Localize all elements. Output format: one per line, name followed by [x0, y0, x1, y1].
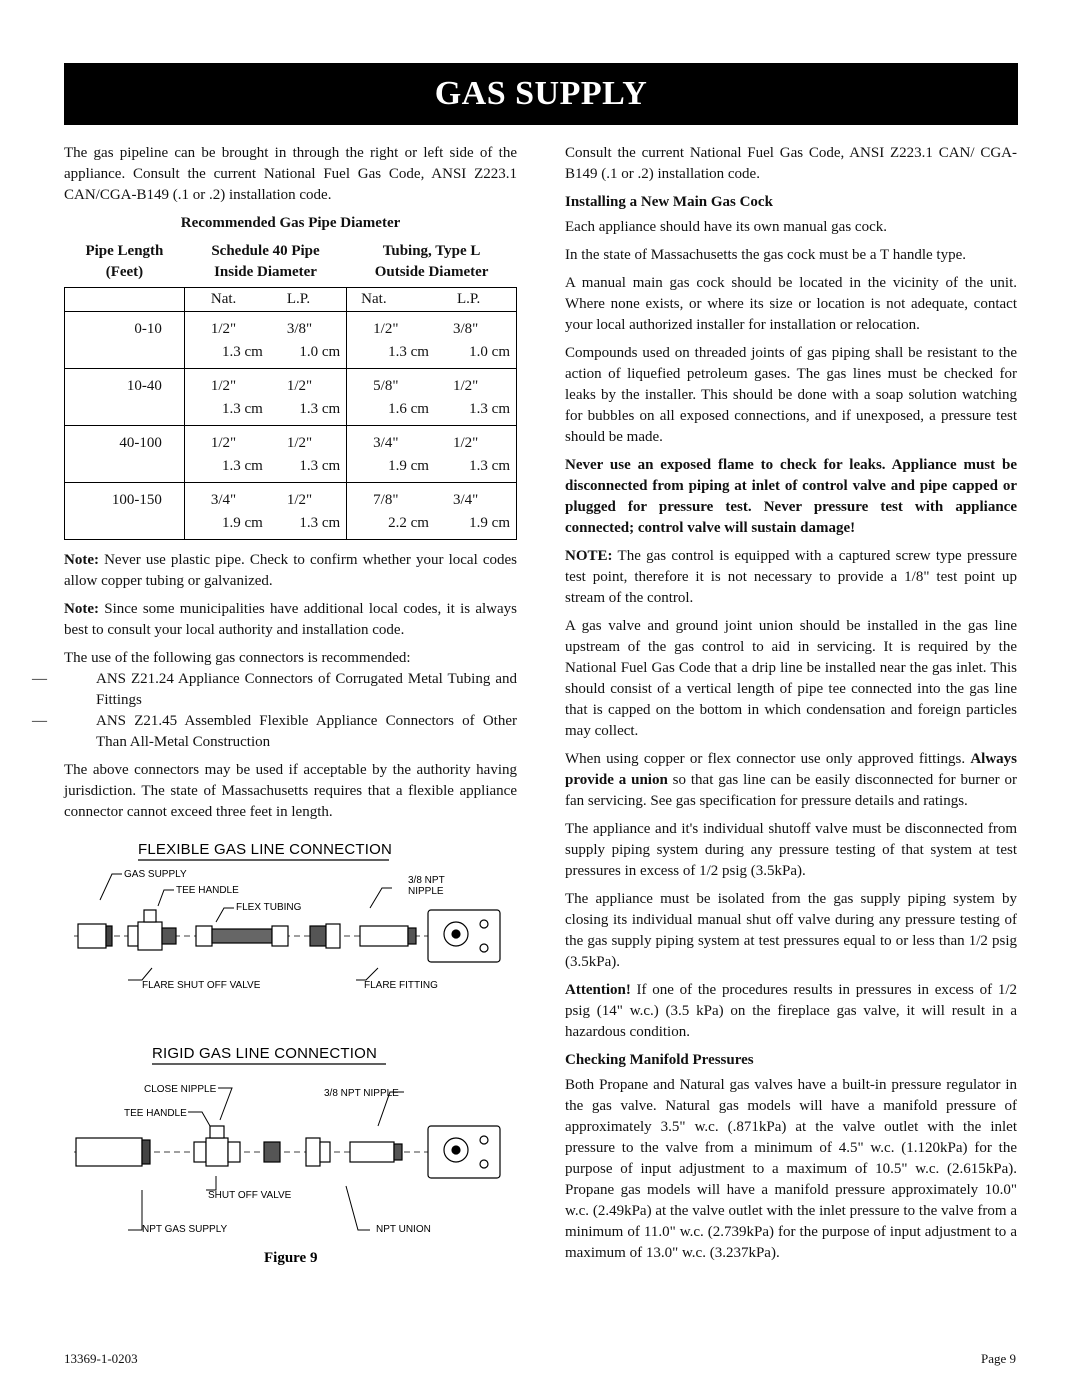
paragraph: [565, 546, 1017, 609]
table-cell: 1/2": [184, 425, 268, 455]
table-row: [65, 311, 517, 341]
table-cell: 0-10: [65, 311, 185, 341]
connector-text: ANS Z21.45 Assembled Flexible Appliance Connectors of Other Than All-Metal Construction: [96, 712, 517, 750]
flare-shutoff-valve: [138, 922, 162, 950]
valve-outlet: [228, 1142, 240, 1162]
col-subheader-outside: Outside Diameter: [374, 264, 489, 280]
table-cell: 100-150: [65, 482, 185, 512]
npt-union: [306, 1138, 320, 1166]
paragraph: A manual main gas cock should be located in the vicinity of the unit. Where none exists, or where its size or location is not adequate, contact your local authorized installer for installation or relocation.: [565, 275, 1017, 333]
table-row: [65, 455, 517, 483]
gas-connection-figure: [64, 830, 517, 1270]
label-flare-shutoff: FLARE SHUT OFF VALVE: [142, 979, 261, 991]
label-npt-nipple: 3/8 NPT NIPPLE: [324, 1087, 399, 1099]
col-subheader-feet: (Feet): [105, 264, 144, 280]
text: When using copper or flex connector use only approved fittings.: [565, 751, 971, 767]
paragraph: Each appliance should have its own manual gas cock.: [565, 219, 887, 235]
paragraph: A gas valve and ground joint union should be installed in the gas line upstream of the gas control to aid in servicing. It is required by the National Fuel Gas Code that a drip line be installed near the gas inlet. This should consist of a vertical length of pipe tee connected into the gas line that is capped on the bottom in which condensation and foreign particles may collect.: [565, 618, 1017, 739]
table-cell: 1/2": [435, 368, 517, 398]
paragraph: Consult the current National Fuel Gas Code, ANSI Z223.1 CAN/ CGA-B149 (.1 or .2) installation code.: [565, 145, 1017, 182]
connector-item: [32, 669, 517, 711]
note-label: Note:: [64, 551, 99, 568]
paragraph: [565, 749, 1017, 812]
table-cell: 2.2 cm: [347, 512, 435, 540]
tubing-nut: [196, 926, 212, 946]
table-cell: 1.9 cm: [347, 455, 435, 483]
pipe-thread: [142, 1140, 150, 1164]
paragraph: The appliance must be isolated from the gas supply piping system by closing its individual manual shut off valve during any pressure testing of the gas supply piping system at test pressures equal to or less than 1/2 psig (3.5kPa).: [565, 891, 1017, 970]
table-cell: Nat.: [184, 287, 268, 311]
dash-bullet: —: [32, 712, 47, 729]
note-text: Never use plastic pipe. Check to confirm whether your local codes allow copper tubing or galvanized.: [64, 551, 517, 589]
label-tee-handle: TEE HANDLE: [176, 884, 239, 896]
table-cell: 3/4": [435, 482, 517, 512]
label-close-nipple: CLOSE NIPPLE: [144, 1083, 217, 1095]
flare-fitting-body: [326, 924, 340, 948]
valve-body: [128, 926, 138, 946]
valve-port: [480, 1136, 488, 1144]
tubing-nut: [272, 926, 288, 946]
rigid-figure-title: RIGID GAS LINE CONNECTION: [152, 1044, 378, 1062]
attention-label: Attention!: [565, 982, 631, 998]
table-row: [65, 482, 517, 512]
table-cell: 1.3 cm: [222, 457, 263, 474]
col-header-tubing: Tubing, Type L: [382, 243, 481, 259]
right-column: [565, 143, 1017, 1271]
table-row: [65, 368, 517, 398]
table-cell: [65, 287, 185, 311]
table-cell: 1.3 cm: [269, 512, 347, 540]
table-cell: 1.6 cm: [347, 398, 435, 426]
paragraph: [565, 980, 1017, 1043]
table-cell: 1/2": [435, 425, 517, 455]
flare-fitting: [310, 926, 326, 946]
doc-number: 13369-1-0203: [64, 1351, 138, 1366]
valve-thread: [162, 928, 176, 944]
table-cell: 3/4": [347, 425, 435, 455]
table-title: Recommended Gas Pipe Diameter: [180, 215, 401, 231]
table-row: [65, 425, 517, 455]
label-flex-tubing: FLEX TUBING: [236, 901, 302, 913]
label-tee-handle: TEE HANDLE: [124, 1107, 187, 1119]
table-cell: [65, 398, 185, 426]
section-heading-install: Installing a New Main Gas Cock: [565, 194, 773, 210]
label-gas-supply: GAS SUPPLY: [124, 868, 187, 880]
paragraph: The appliance and it's individual shutoff valve must be disconnected from supply piping system during any pressure testing of that system at test pressures in excess of 1/2 psig (3.5kPa).: [565, 821, 1017, 879]
table-row: [65, 398, 517, 426]
table-cell: L.P.: [269, 287, 347, 311]
flex-figure-title: FLEXIBLE GAS LINE CONNECTION: [138, 840, 392, 858]
label-shutoff-valve: SHUT OFF VALVE: [208, 1189, 292, 1201]
paragraph: In the state of Massachusetts the gas cock must be a T handle type.: [565, 247, 967, 263]
bold-text: Always provide a union: [565, 751, 1017, 788]
table-cell: [65, 455, 185, 483]
valve-port: [480, 1160, 488, 1168]
table-cell: 1.3 cm: [299, 457, 341, 474]
table-cell: 1.3 cm: [222, 343, 263, 360]
valve-port: [480, 920, 488, 928]
connector-text: ANS Z21.24 Appliance Connectors of Corrugated Metal Tubing and Fittings: [96, 670, 517, 708]
label-flare-fitting: FLARE FITTING: [364, 979, 438, 991]
label-npt-union: NPT UNION: [376, 1223, 431, 1235]
label-npt-gas-supply: NPT GAS SUPPLY: [142, 1223, 228, 1235]
table-cell: 1/2": [269, 482, 347, 512]
left-column: [32, 143, 517, 1270]
connectors-note: The above connectors may be used if acceptable by the authority having jurisdiction. The state of Massachusetts requires that a flexible appliance connector cannot exceed three feet in length.: [64, 761, 517, 820]
rigid-assembly: [74, 1126, 500, 1178]
pipe-diameter-table: [64, 241, 517, 540]
table-cell: 3/4": [184, 482, 268, 512]
intro-paragraph: The gas pipeline can be brought in through the right or left side of the appliance. Consult the current National Fuel Gas Code, ANSI Z223.1 CAN/CGA-B149 (.1 or .2) installation code.: [64, 145, 517, 203]
text: so that gas line can be easily disconnected for burner or fan servicing. See gas specification for pressure details and ratings.: [565, 772, 1017, 809]
label-nipple: NIPPLE: [408, 885, 444, 897]
connector-item: [32, 711, 517, 753]
page-number: Page 9: [980, 1351, 1016, 1366]
table-cell: 5/8": [347, 368, 435, 398]
flex-tubing: [212, 929, 272, 943]
close-nipple: [194, 1142, 206, 1162]
nipple-thread: [408, 928, 416, 944]
table-cell: 1.3 cm: [435, 455, 517, 483]
table-cell: 1.3 cm: [299, 400, 341, 417]
table-cell: 1.9 cm: [435, 512, 517, 540]
table-row: [65, 341, 517, 369]
gas-supply-pipe: [78, 924, 106, 948]
table-cell: 1/2": [269, 425, 347, 455]
table-cell: [65, 512, 185, 540]
npt-gas-supply-pipe: [76, 1138, 142, 1166]
note-local-codes: [64, 599, 517, 641]
valve-knob-center: [452, 930, 460, 938]
table-cell: 3/8": [435, 311, 517, 341]
flex-assembly: [74, 910, 500, 962]
note-text: The gas control is equipped with a captured screw type pressure test point, therefore it is not necessary to provide a 1/8" test point up stream of the control.: [565, 548, 1017, 606]
note-text: Since some municipalities have additional local codes, it is always best to consult your local authority and installation code.: [64, 600, 517, 638]
table-cell: 3/8": [269, 311, 347, 341]
note-plastic-pipe: [64, 550, 517, 592]
col-header-length: Pipe Length: [85, 243, 164, 259]
table-cell: 1.3 cm: [222, 400, 263, 417]
pipe-thread: [106, 926, 112, 946]
table-row: [65, 512, 517, 540]
table-cell: L.P.: [435, 287, 517, 311]
attention-text: If one of the procedures results in pressures in excess of 1/2 psig (14" w.c.) (3.5 kPa) on the fireplace gas valve, it will result in a hazardous condition.: [565, 982, 1017, 1040]
table-header-row: [65, 262, 517, 283]
paragraph: Compounds used on threaded joints of gas piping shall be resistant to the action of liquefied petroleum gases. The gas lines must be checked for leaks by the installer. This should be done with a soap solution watching for bubbles on all exposed connections, and if unexposed, a pressure test should be made.: [565, 345, 1017, 445]
col-subheader-inside: Inside Diameter: [214, 264, 317, 280]
table-row: [65, 287, 517, 311]
nipple-thread: [264, 1142, 280, 1162]
section-heading-manifold: Checking Manifold Pressures: [565, 1052, 754, 1068]
table-cell: 1/2": [184, 368, 268, 398]
valve-knob-center: [452, 1146, 460, 1154]
table-header-row: [65, 241, 517, 262]
table-cell: 1.0 cm: [299, 343, 341, 360]
col-header-schedule: Schedule 40 Pipe: [211, 243, 320, 259]
paragraph: Both Propane and Natural gas valves have a built-in pressure regulator in the gas valve. Natural gas models will have a manifold pressure of approximately 3.5" w.c. (.871kPa) at the valve outlet with the inlet pressure to the valve from a minimum of 4.5" w.c. (1.120kPa) for the purpose of input adjustment to a maximum of 10.5" w.c. (2.615kPa). Propane gas models will have a manifold pressure approximately 10.0" w.c. (2.49kPa) at the valve outlet with the inlet pressure to the valve from a minimum of 11.0" w.c. (2.739kPa) for the purpose of input adjustment to a maximum of 13.0" w.c. (3.237kPa).: [565, 1077, 1017, 1261]
table-cell: 7/8": [347, 482, 435, 512]
table-cell: 1/2": [269, 368, 347, 398]
table-cell: 1.3 cm: [347, 341, 435, 369]
tee-handle: [144, 910, 156, 922]
table-cell: 1/2": [184, 311, 268, 341]
table-cell: 1.0 cm: [435, 341, 517, 369]
table-cell: 1/2": [347, 311, 435, 341]
shutoff-valve: [206, 1138, 228, 1166]
page-title: GAS SUPPLY: [64, 63, 1018, 125]
valve-port: [480, 944, 488, 952]
warning-paragraph: Never use an exposed flame to check for leaks. Appliance must be disconnected from piping at inlet of control valve and pipe capped or plugged for pressure test. Never pressure test with appliance connected; control valve will sustain damage!: [565, 457, 1017, 536]
connectors-intro: The use of the following gas connectors is recommended:: [64, 649, 411, 666]
union-nut: [320, 1142, 330, 1162]
table-cell: 10-40: [65, 368, 185, 398]
npt-nipple: [350, 1142, 394, 1162]
note-label: Note:: [64, 600, 99, 617]
label-npt: 3/8 NPT: [408, 874, 445, 886]
npt-nipple: [360, 926, 408, 946]
tee-handle: [210, 1126, 224, 1138]
table-cell: 1.3 cm: [435, 398, 517, 426]
table-cell: 1.9 cm: [184, 512, 268, 540]
note-label: NOTE:: [565, 548, 613, 564]
table-cell: Nat.: [347, 287, 435, 311]
nipple-thread: [394, 1144, 402, 1160]
table-cell: 40-100: [65, 425, 185, 455]
figure-caption: Figure 9: [264, 1249, 318, 1266]
dash-bullet: —: [32, 670, 47, 687]
table-cell: [65, 341, 185, 369]
